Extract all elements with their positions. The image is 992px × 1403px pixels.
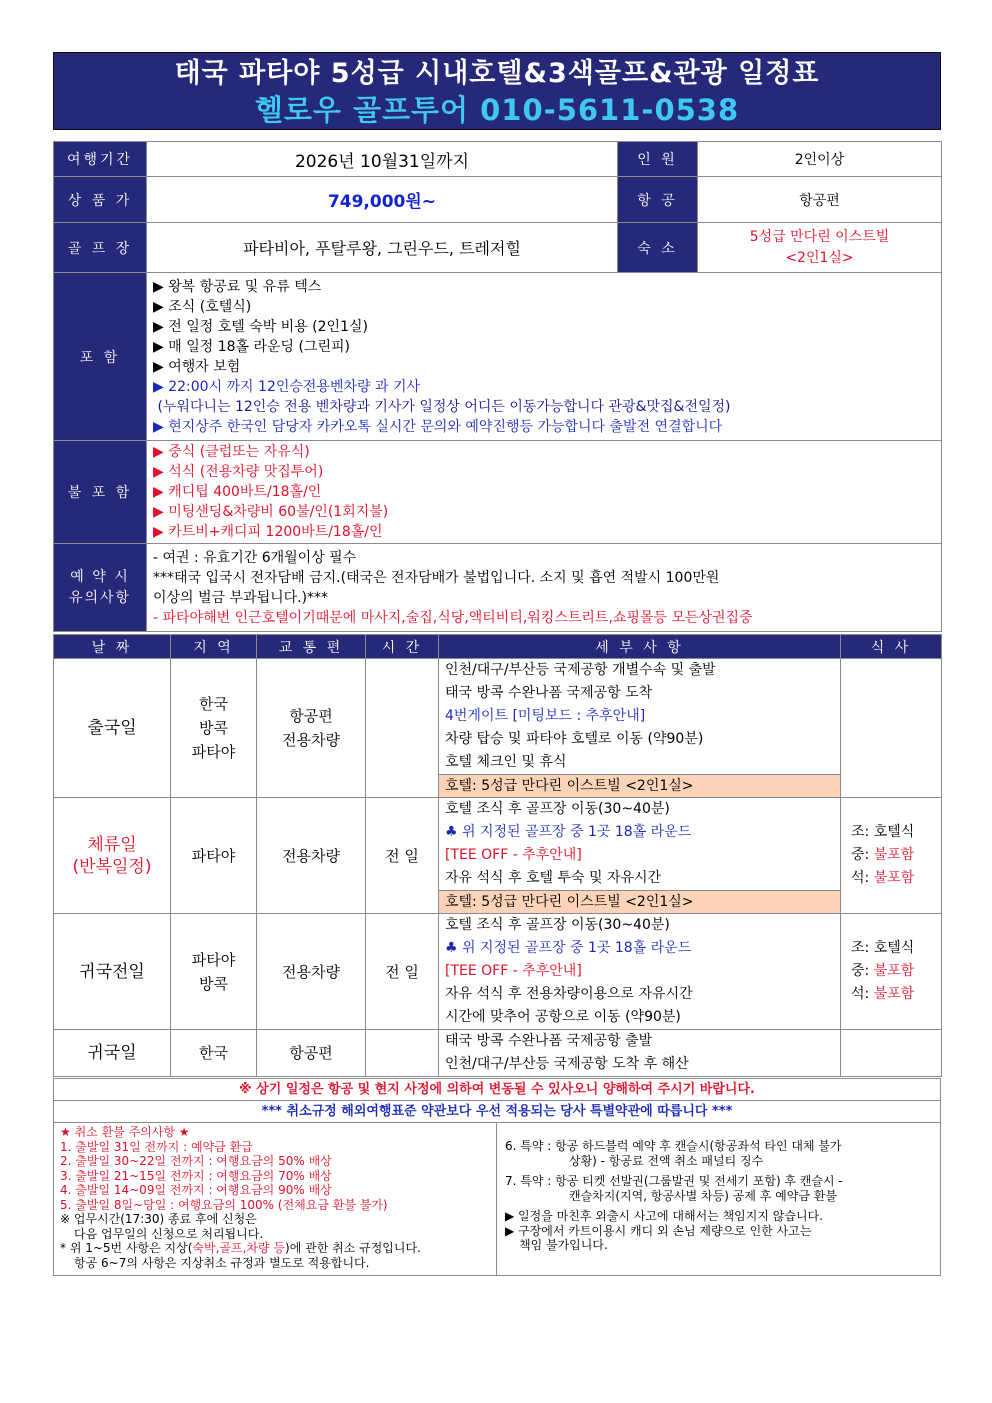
info-table [53,141,942,632]
period-label: 여행기간 [54,142,147,177]
include-label: 포 함 [54,273,147,441]
detail-line: ♣ 위 지정된 골프장 중 1곳 18홀 라운드 [445,940,692,956]
refund-rules [54,1123,497,1275]
transport-line: 전용차량 [282,731,340,749]
table-row [54,914,942,1030]
schedule-change-notice: ※ 상기 일정은 항공 및 현지 사정에 의하여 변동될 수 있사오니 양해하여 주시기 바랍니다. [53,1078,941,1101]
list-item: ▶ 22:00시 까지 12인승전용벤차량 과 기사 [153,378,420,395]
hotel-highlight: 호텔: 5성급 만다린 이스트빌 <2인1실> [439,890,840,913]
cancellation-policy-notice: *** 취소규정 해외여행표준 약관보다 우선 적용되는 당사 특별약관에 따릅니다 *** [53,1101,941,1123]
refund-rule: 3. 출발일 21~15일 전까지 : 여행요금의 70% 배상 [60,1168,332,1183]
meal-value: 불포함 [873,963,915,979]
refund-section [53,1123,941,1276]
hotel-name: 5성급 만다린 이스트빌 [749,228,890,245]
refund-note: 다음 업무일의 신청으로 처리됩니다. [74,1226,264,1241]
caution-label-line: 예 약 시 [70,568,130,585]
note-text: )에 관한 취소 규정입니다. [285,1241,421,1255]
refund-rule: 5. 출발일 8일~당일 : 여행요금의 100% (전체요금 환불 불가) [60,1197,388,1212]
day3-details [439,914,841,1030]
day4-region: 한국 [171,1030,257,1077]
day4-details [439,1030,841,1077]
meal-key: 석: [851,986,874,1002]
golf-value: 파타비아, 푸탈루왕, 그린우드, 트레저힐 [147,223,618,273]
day3-region [171,914,257,1030]
region-line: 파타야 [191,950,236,969]
detail-line: [TEE OFF - 추후안내] [445,963,582,979]
region-line: 방콕 [199,719,228,737]
day2-region: 파타야 [171,798,257,914]
detail-line: 호텔 체크인 및 휴식 [445,754,567,770]
detail-line: 호텔 조식 후 골프장 이동(30~40분) [445,917,670,933]
detail-line: [TEE OFF - 추후안내] [445,847,582,863]
table-row [54,798,942,914]
refund-rule: 1. 출발일 31일 전까지 : 예약금 환급 [60,1139,253,1154]
list-item: ▶ 여행자 보험 [153,358,241,375]
day1-transport [257,659,366,798]
contact-subtitle: 헬로우 골프투어 010-5611-0538 [254,93,740,127]
day4-time [366,1030,439,1077]
detail-line: 시간에 맞추어 공항으로 이동 (약90분) [445,1009,681,1025]
header-transport: 교 통 편 [257,635,366,659]
flight-label: 항 공 [618,177,698,223]
table-row [54,659,942,798]
detail-line: 차량 탑승 및 파타야 호텔로 이동 (약90분) [445,731,704,747]
note-text: 숙박,골프,차량 등 [192,1241,286,1255]
detail-line: 자유 석식 후 전용차량이용으로 자유시간 [445,986,693,1002]
refund-rule: 4. 출발일 14~09일 전까지 : 여행요금의 90% 배상 [60,1183,332,1197]
list-item: ▶ 현지상주 한국인 담당자 카카오톡 실시간 문의와 예약진행등 가능합니다 출발전 연결합니다 [153,418,723,435]
list-item: ▶ 왕복 항공료 및 유류 텍스 [153,278,322,295]
list-item: ***태국 입국시 전자담배 금지.(태국은 전자담배가 불법입니다. 소지 및 흡연 적발시 100만원 [153,569,720,586]
region-line: 파타야 [191,743,236,761]
day2-date [54,798,171,914]
special-term: 7. 특약 : 항공 티켓 선발권(그룹발권 및 전세기 포함) 후 캔슬시 - [505,1174,843,1188]
day1-time [366,659,439,798]
detail-line: 자유 석식 후 호텔 투숙 및 자유시간 [445,870,662,886]
day4-transport: 항공편 [257,1030,366,1077]
transport-line: 항공편 [289,707,333,725]
list-item: ▶ 전 일정 호텔 숙박 비용 (2인1실) [153,318,368,335]
meal-breakfast: 조: 호텔식 [851,824,915,840]
special-term: 상황) - 항공료 전액 취소 패널티 징수 [569,1153,764,1168]
flight-value: 항공편 [698,177,942,223]
list-item: ▶ 미팅샌딩&차량비 60불/인(1회지불) [153,504,389,520]
list-item: ▶ 매 일정 18홀 라운딩 (그린피) [153,338,350,355]
special-term: ▶ 일정을 마친후 외출시 사고에 대해서는 책임지지 않습니다. [505,1209,823,1223]
day1-region [171,659,257,798]
hotel-label: 숙 소 [618,223,698,273]
refund-note [60,1241,496,1256]
title-banner [53,52,941,130]
meal-lunch [851,960,941,983]
header-date: 날 짜 [54,635,171,659]
refund-title: ★ 취소 환불 주의사항 ★ [60,1125,190,1139]
exclude-list [147,441,942,544]
day2-meal [841,798,942,914]
header-region: 지 역 [171,635,257,659]
special-term: ▶ 구장에서 카트이용시 캐디 외 손님 제량으로 인한 사고는 [505,1223,812,1238]
caution-list [147,544,942,632]
header-meal: 식 사 [841,635,942,659]
people-value: 2인이상 [698,142,942,177]
list-item: 이상의 벌금 부과됩니다.)*** [153,589,329,606]
day4-meal [841,1030,942,1077]
meal-value: 불포함 [873,986,915,1002]
day1-meal [841,659,942,798]
list-item: ▶ 카트비+캐디피 1200바트/18홀/인 [153,524,383,540]
meal-key: 중: [851,963,874,979]
refund-note: 항공 6~7의 사항은 지상취소 규정과 별도로 적용합니다. [74,1255,370,1270]
list-item: - 여권 : 유효기간 6개월이상 필수 [153,549,357,566]
day3-meal [841,914,942,1030]
day1-date: 출국일 [54,659,171,798]
page-title: 태국 파타야 5성급 시내호텔&3색골프&관광 일정표 [174,58,820,89]
special-terms [497,1123,941,1275]
special-term: 6. 특약 : 항공 하드블럭 예약 후 캔슬시(항공좌석 타인 대체 불가 [505,1139,842,1153]
detail-line: ♣ 위 지정된 골프장 중 1곳 18홀 라운드 [445,824,692,840]
date-line: 체류일 [87,834,137,855]
meal-lunch [851,844,941,867]
day2-transport: 전용차량 [257,798,366,914]
meal-value: 불포함 [873,870,915,886]
list-item: ▶ 석식 (전용차량 맛집투어) [153,464,324,480]
header-time: 시 간 [366,635,439,659]
list-item: ▶ 중식 (클럽또는 자유식) [153,444,310,460]
day4-date: 귀국일 [54,1030,171,1077]
list-item: ▶ 캐디팁 400바트/18홀/인 [153,484,322,500]
date-line: (반복일정) [72,856,152,877]
special-term: 책임 불가입니다. [519,1238,608,1252]
detail-line: 태국 방콕 수완나폼 국제공항 출발 [445,1033,653,1049]
price-value: 749,000원~ [327,192,437,212]
caution-label-line: 유의사항 [68,589,132,606]
period-value: 2026년 10월31일까지 [147,142,618,177]
day1-details [439,659,841,798]
include-list [147,273,942,441]
list-item: ▶ 조식 (호텔식) [153,298,252,315]
day3-time: 전 일 [366,914,439,1030]
hotel-value [698,223,942,273]
refund-rule: 2. 출발일 30~22일 전까지 : 여행요금의 50% 배상 [60,1154,332,1168]
day3-transport: 전용차량 [257,914,366,1030]
price-label: 상 품 가 [54,177,147,223]
caution-label [54,544,147,632]
day2-details [439,798,841,914]
region-line: 한국 [199,695,228,713]
detail-line: 인천/대구/부산등 국제공항 도착 후 해산 [445,1056,689,1072]
table-row [54,1030,942,1077]
meal-dinner [851,983,941,1006]
header-details: 세 부 사 항 [439,635,841,659]
meal-key: 중: [851,847,874,863]
meal-value: 불포함 [873,847,915,863]
schedule-table [53,634,942,1077]
note-text: * 위 1~5번 사항은 지상( [60,1241,193,1255]
day2-time: 전 일 [366,798,439,914]
detail-line: 4번게이트 [미팅보드 : 추후안내] [445,708,646,724]
refund-note: ※ 업무시간(17:30) 종료 후에 신청은 [60,1212,257,1226]
special-term: 캔슬차지(지역, 항공사별 차등) 공제 후 예약금 환불 [569,1188,837,1203]
hotel-highlight: 호텔: 5성급 만다린 이스트빌 <2인1실> [439,774,840,797]
exclude-label: 불 포 함 [54,441,147,544]
detail-line: 인천/대구/부산등 국제공항 개별수속 및 출발 [445,662,716,678]
detail-line: 호텔 조식 후 골프장 이동(30~40분) [445,801,670,817]
list-item: - 파타야해변 인근호텔이기때문에 마사지,술집,식당,액티비티,워킹스트리트,쇼핑몰등 모든상권집중 [153,609,753,626]
meal-key: 석: [851,870,874,886]
list-item: (누워다니는 12인승 전용 벤차량과 기사가 일정상 어디든 이동가능합니다 관광&맛집&전일정) [153,398,731,415]
meal-breakfast: 조: 호텔식 [851,940,915,956]
day3-date: 귀국전일 [54,914,171,1030]
golf-label: 골 프 장 [54,223,147,273]
meal-dinner [851,867,941,890]
detail-line: 태국 방콕 수완나폼 국제공항 도착 [445,685,653,701]
people-label: 인 원 [618,142,698,177]
region-line: 방콕 [199,974,228,993]
hotel-room: <2인1실> [785,249,854,266]
